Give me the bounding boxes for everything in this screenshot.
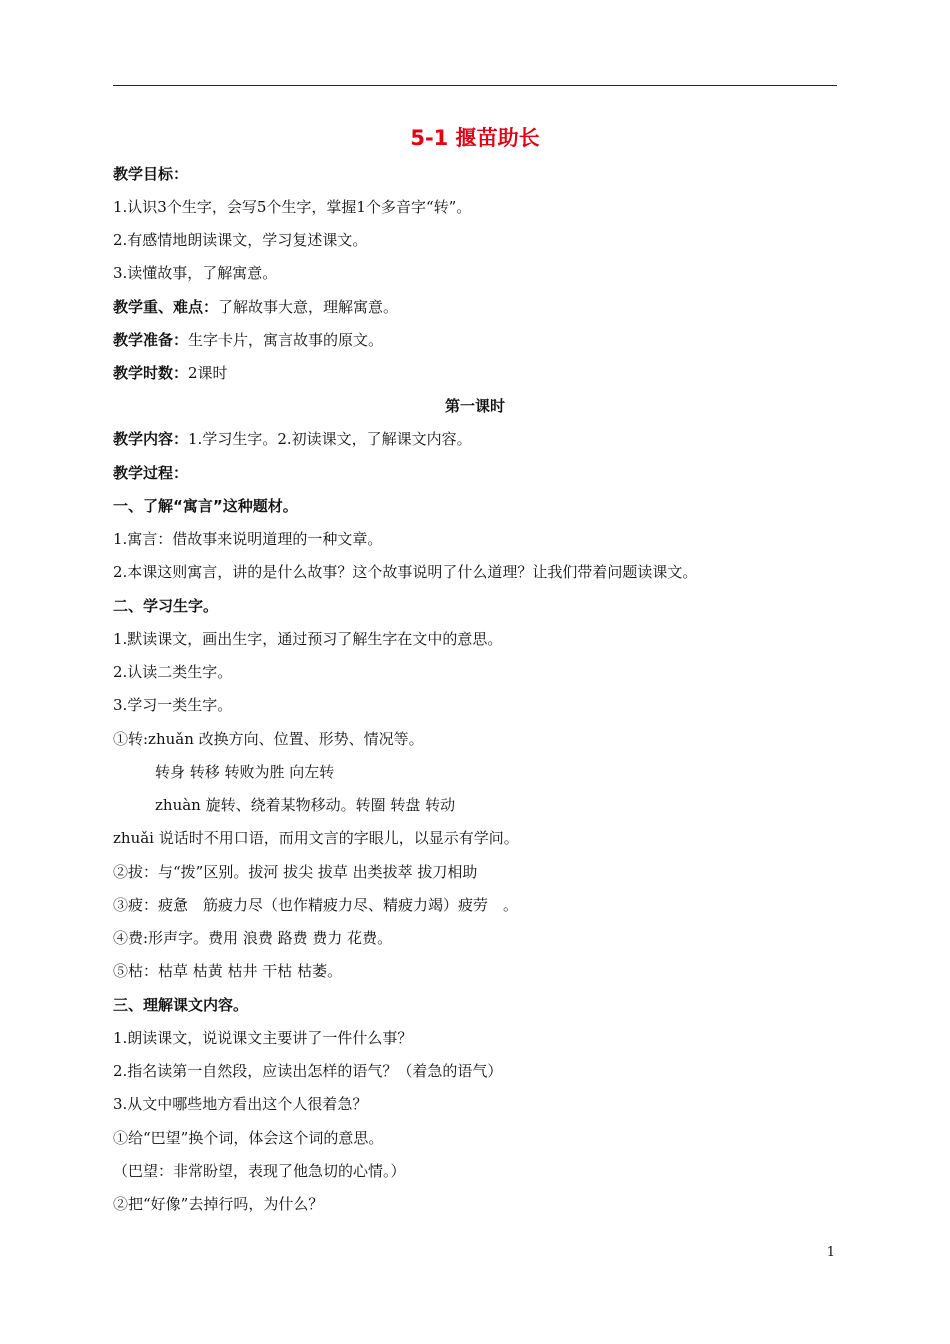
section3-item: 1.朗读课文，说说课文主要讲了一件什么事？ [113,1029,413,1047]
content-line [113,428,472,450]
key-points-line [113,296,398,318]
section2-item: ②拔：与“拨”区别。拔河 拔尖 拔草 出类拔萃 拔刀相助 [113,863,478,881]
section3-item: （巴望：非常盼望，表现了他急切的心情。） [113,1162,406,1180]
key-points-label: 教学重、难点： [113,298,219,316]
goal-item: 1.认识3个生字，会写5个生字，掌握1个多音字“转”。 [113,198,472,216]
header-rule [113,85,837,86]
section2-indented-item: zhuàn 旋转、绕着某物移动。转圈 转盘 转动 [155,796,456,814]
preparation-line [113,329,383,351]
section2-item: ④费:形声字。费用 浪费 路费 费力 花费。 [113,929,393,947]
content-label: 教学内容： [113,430,189,448]
section3-item: ②把“好像”去掉行吗，为什么？ [113,1195,324,1213]
preparation-label: 教学准备： [113,331,189,349]
section2-item: ③疲：疲惫 筋疲力尽（也作精疲力尽、精疲力竭）疲劳 。 [113,896,519,914]
section3-item: 2.指名读第一自然段，应读出怎样的语气？（着急的语气） [113,1062,503,1080]
key-points-text: 了解故事大意，理解寓意。 [218,298,399,316]
section2-item: ⑤枯：枯草 枯黄 枯井 干枯 枯萎。 [113,962,343,980]
goals-label: 教学目标： [113,165,189,183]
hours-line [113,362,228,384]
section2-heading: 二、学习生字。 [113,597,219,615]
section2-item: 2.认读二类生字。 [113,663,233,681]
section1-heading: 一、了解“寓言”这种题材。 [113,497,298,515]
section2-item: ①转:zhuǎn 改换方向、位置、形势、情况等。 [113,730,424,748]
section2-item: 1.默读课文，画出生字，通过预习了解生字在文中的意思。 [113,630,503,648]
goal-item: 2.有感情地朗读课文，学习复述课文。 [113,231,368,249]
hours-label: 教学时数： [113,364,189,382]
lesson-heading: 第一课时 [444,397,505,415]
page-number: 1 [826,1245,835,1260]
section2-item: zhuǎi 说话时不用口语，而用文言的字眼儿，以显示有学问。 [113,829,519,847]
section1-item: 2.本课这则寓言，讲的是什么故事？这个故事说明了什么道理？让我们带着问题读课文。 [113,563,698,581]
section3-item: 3.从文中哪些地方看出这个人很着急？ [113,1095,368,1113]
section2-indented-item: 转身 转移 转败为胜 向左转 [155,763,335,781]
section2-item: 3.学习一类生字。 [113,696,233,714]
content-text: 1.学习生字。2.初读课文，了解课文内容。 [188,430,472,448]
process-label: 教学过程： [113,464,189,482]
section1-item: 1.寓言：借故事来说明道理的一种文章。 [113,530,383,548]
goal-item: 3.读懂故事，了解寓意。 [113,264,278,282]
page-title: 5-1 揠苗助长 [410,126,540,150]
preparation-text: 生字卡片，寓言故事的原文。 [188,331,384,349]
section3-item: ①给“巴望”换个词，体会这个词的意思。 [113,1129,384,1147]
section3-heading: 三、理解课文内容。 [113,996,249,1014]
hours-text: 2课时 [188,364,228,382]
